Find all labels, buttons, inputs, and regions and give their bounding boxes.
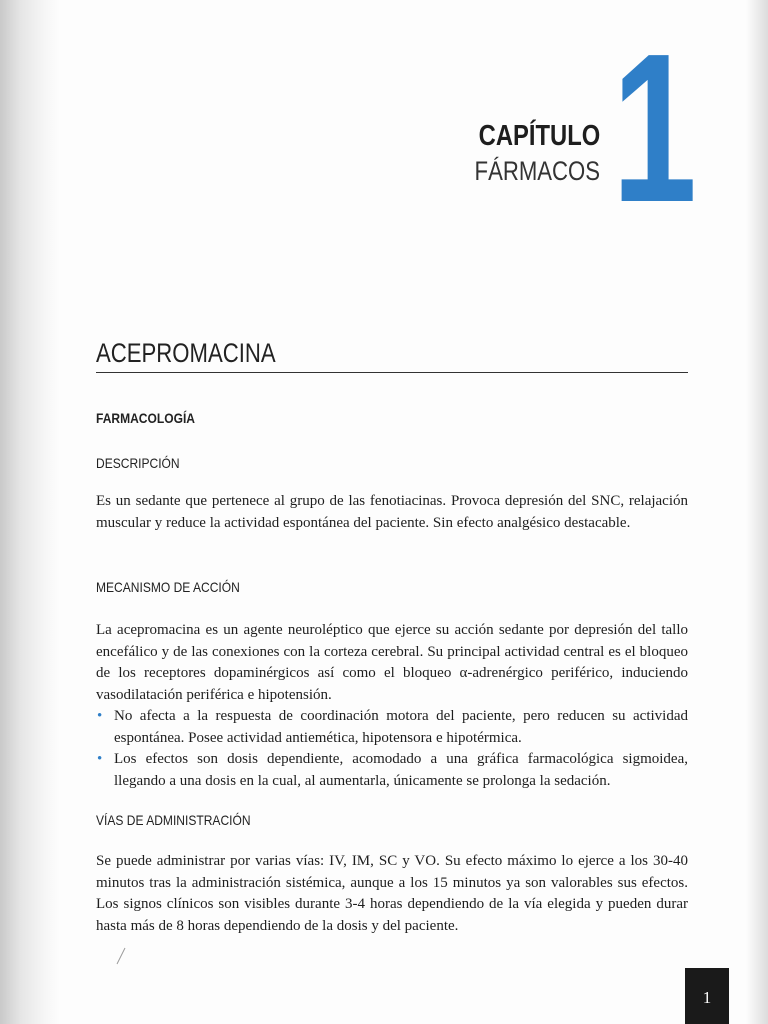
page-number: 1 (702, 988, 712, 1007)
descripcion-paragraph: Es un sedante que pertenece al grupo de las fenotiacinas. Provoca depresión del SNC, relajación muscular y reduce la actividad espontánea del paciente. Sin efecto analgésico destacable. (96, 493, 688, 531)
chapter-label: CAPÍTULO (478, 120, 600, 152)
pencil-mark-icon (114, 946, 128, 966)
descripcion-heading: DESCRIPCIÓN (96, 455, 180, 471)
page-number-tab (685, 968, 729, 1024)
mecanismo-bullet-list (96, 706, 688, 792)
scan-edge-shadow (746, 0, 768, 1024)
title-divider (96, 372, 688, 373)
subsection-heading: FARMACOLOGÍA (96, 410, 195, 426)
scan-binding-shadow (0, 0, 60, 1024)
mecanismo-heading: MECANISMO DE ACCIÓN (96, 579, 240, 595)
list-item (96, 749, 688, 792)
section-title: ACEPROMACINA (96, 338, 276, 368)
vias-paragraph: Se puede administrar por varias vías: IV, IM, SC y VO. Su efecto máximo lo ejerce a los 30-40 minutos tras la administración sistémica, aunque a los 15 minutos ya son valorables sus efectos. Los signos clínicos son visibles durante 3-4 horas dependiendo de la vía elegida y pueden durar hasta más de 8 horas dependiendo de la dosis y del paciente. (96, 853, 688, 934)
bullet-text: Los efectos son dosis dependiente, acomodado a una gráfica farmacológica sigmoidea, llegando a una dosis en la cual, al aumentarla, únicamente se prolonga la sedación. (114, 751, 688, 789)
chapter-number: 1 (612, 9, 695, 246)
bullet-icon: • (97, 708, 103, 724)
bullet-text: No afecta a la respuesta de coordinación motora del paciente, pero reducen su actividad espontánea. Posee actividad antiemética, hipotensora e hipotérmica. (114, 708, 688, 746)
list-item (96, 706, 688, 749)
vias-heading: VÍAS DE ADMINISTRACIÓN (96, 812, 251, 828)
chapter-title: FÁRMACOS (474, 156, 600, 186)
mecanismo-paragraph: La acepromacina es un agente neuroléptico que ejerce su acción sedante por depresión del tallo encefálico y de las conexiones con la corteza cerebral. Su principal actividad central es el bloqueo de los receptores dopaminérgicos así como el bloqueo α-adrenérgico periférico, induciendo vasodilatación periférica e hipotensión. (96, 622, 688, 703)
bullet-icon: • (97, 751, 103, 767)
